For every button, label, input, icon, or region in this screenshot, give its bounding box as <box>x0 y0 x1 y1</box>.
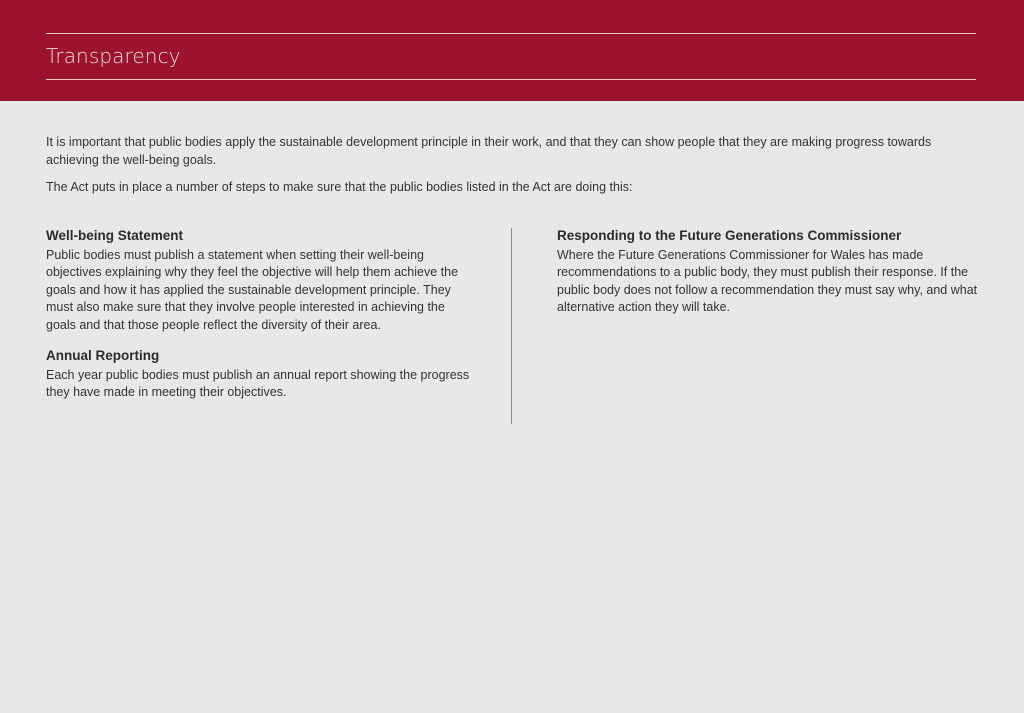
column-divider <box>511 228 512 424</box>
intro-paragraph: It is important that public bodies apply the sustainable development principle in their work, and that they can show people that they are making progress towards achieving the well-being goals. <box>46 135 932 167</box>
section-body-wellbeing-statement: Public bodies must publish a statement when setting their well-being objectives explaining why they feel the objective will help them achieve the goals and how it has applied the sustainable development principle. They must also make sure that they involve people interested in achieving the goals and that those people reflect the diversity of their area. <box>46 248 459 332</box>
section-heading-commissioner: Responding to the Future Generations Commissioner <box>557 228 902 243</box>
intro-paragraph: The Act puts in place a number of steps to make sure that the public bodies listed in the Act are doing this: <box>46 180 633 194</box>
section-body-annual-reporting: Each year public bodies must publish an annual report showing the progress they have made in meeting their objectives. <box>46 368 470 400</box>
section-heading-annual-reporting: Annual Reporting <box>46 348 160 364</box>
header-top-rule <box>46 33 976 34</box>
section-heading-wellbeing-statement: Well-being Statement <box>46 228 184 243</box>
header-band <box>0 0 1024 101</box>
right-column <box>557 226 987 329</box>
header-bottom-rule <box>46 79 976 80</box>
left-column <box>46 226 476 414</box>
intro-section <box>46 134 976 207</box>
page-title: Transparency <box>46 44 181 68</box>
section-body-commissioner: Where the Future Generations Commissioner for Wales has made recommendations to a public body, they must publish their response. If the public body does not follow a recommendation they must say why, and what alternative action they will take. <box>557 248 978 315</box>
